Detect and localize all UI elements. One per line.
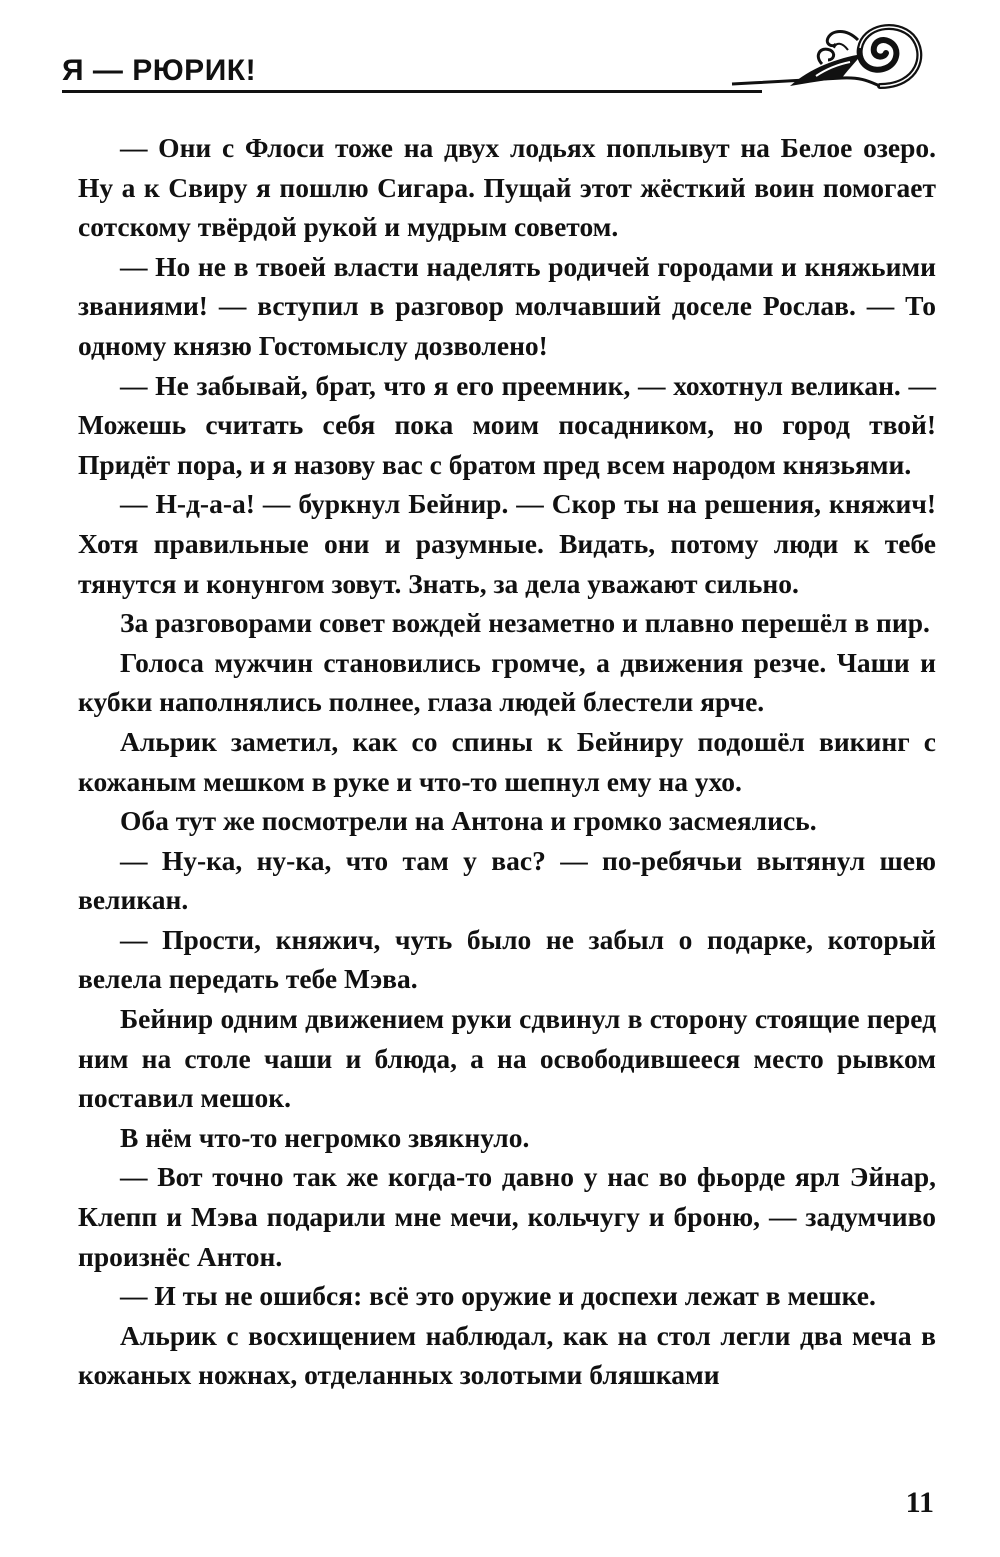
paragraph: — Ну-ка, ну-ка, что там у вас? — по-ребячьи вытянул шею великан. [78,844,936,916]
running-header [62,28,930,108]
body-text [78,128,936,1395]
paragraph: — Но не в твоей власти наделять родичей городами и княжьими званиями! — вступил в разговор молчавший доселе Рослав. — То одному князю Гостомыслу дозволено! [78,250,936,361]
paragraph: — Не забывай, брат, что я его преемник, — хохотнул великан. — Можешь считать себя пока моим посадником, но город твой! Придёт пора, и я назову вас с братом пред всем народом князьями. [78,369,936,480]
scroll-ornament-icon [730,20,930,104]
paragraph: Голоса мужчин становились громче, а движения резче. Чаши и кубки наполнялись полнее, глаза людей блестели ярче. [78,646,936,718]
paragraph: За разговорами совет вождей незаметно и плавно перешёл в пир. [120,607,930,639]
paragraph: Альрик заметил, как со спины к Бейниру подошёл викинг с кожаным мешком в руке и что-то шепнул ему на ухо. [78,725,936,797]
paragraph: Оба тут же посмотрели на Антона и громко засмеялись. [120,805,817,837]
paragraph: Альрик с восхищением наблюдал, как на стол легли два меча в кожаных ножнах, отделанных золотыми бляшками [78,1319,936,1391]
paragraph: — Прости, княжич, чуть было не забыл о подарке, который велела передать тебе Мэва. [78,923,936,995]
running-title: Я — РЮРИК! [62,54,257,87]
paragraph: — Вот точно так же когда-то давно у нас во фьорде ярл Эйнар, Клепп и Мэва подарили мне мечи, кольчугу и броню, — задумчиво произнёс Антон. [78,1161,936,1272]
header-rule [62,90,762,93]
paragraph: — И ты не ошибся: всё это оружие и доспехи лежат в мешке. [120,1280,876,1312]
paragraph: В нём что-то негромко звякнуло. [120,1121,530,1153]
paragraph: — Они с Флоси тоже на двух лодьях поплывут на Белое озеро. Ну а к Свиру я пошлю Сигара. Пущай этот жёсткий воин помогает сотскому твёрдой рукой и мудрым советом. [78,132,936,243]
paragraph: — Н-д-а-а! — буркнул Бейнир. — Скор ты на решения, княжич! Хотя правильные они и разумные. Видать, потому люди к тебе тянутся и конунгом зовут. Знать, за дела уважают сильно. [78,488,936,599]
page-number: 11 [905,1486,934,1519]
paragraph: Бейнир одним движением руки сдвинул в сторону стоящие перед ним на столе чаши и блюда, а на освободившееся место рывком поставил мешок. [78,1003,936,1114]
